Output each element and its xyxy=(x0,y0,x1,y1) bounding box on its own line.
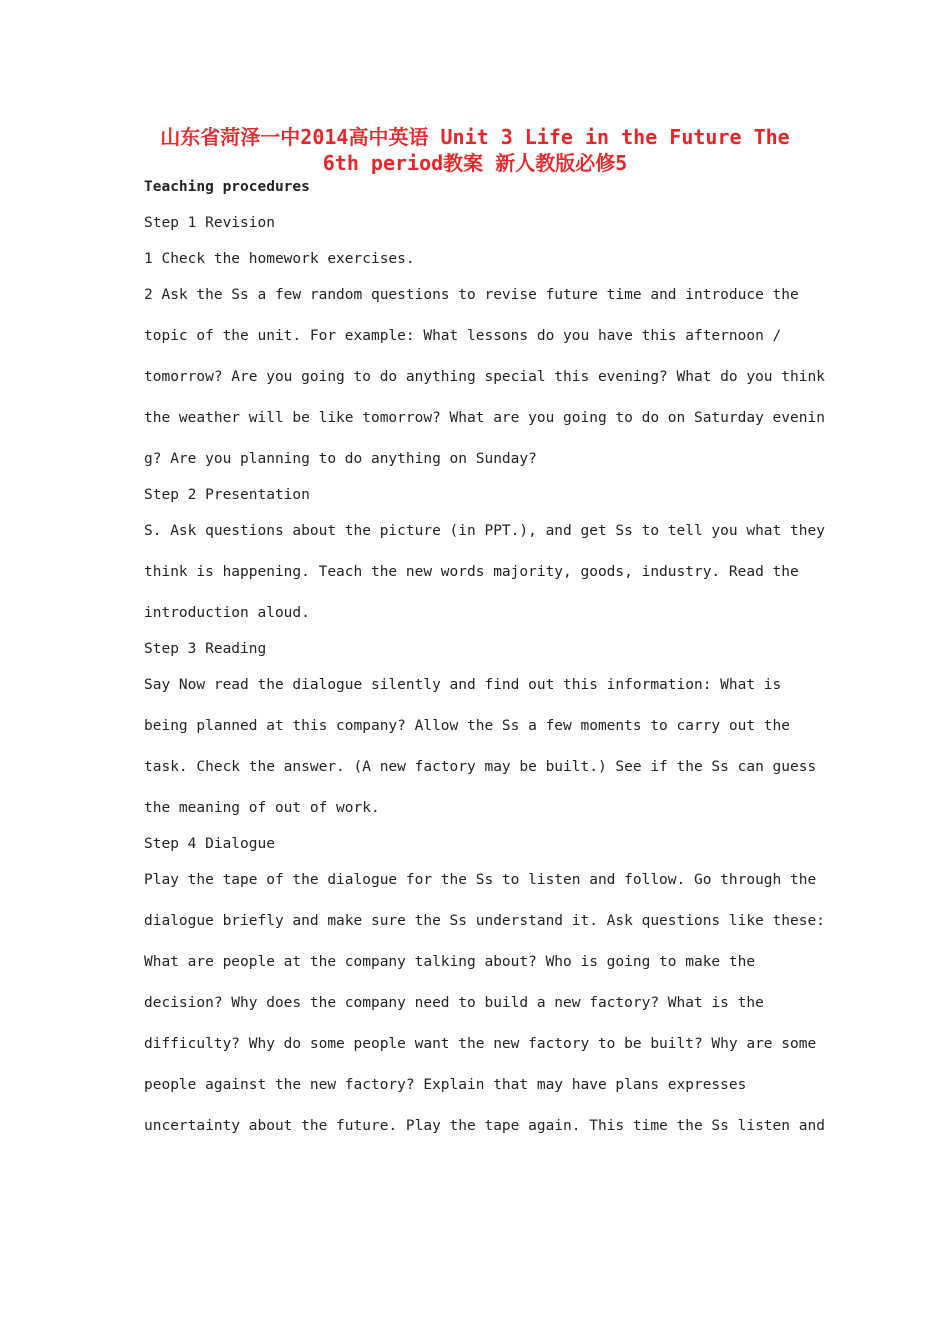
text-line: What are people at the company talking about? Who is going to make the xyxy=(144,954,756,970)
text-line: 2 Ask the Ss a few random questions to revise future time and introduce the xyxy=(144,287,799,303)
text-line: dialogue briefly and make sure the Ss understand it. Ask questions like these: xyxy=(144,913,825,929)
text-line: difficulty? Why do some people want the new factory to be built? Why are some xyxy=(144,1036,817,1052)
text-line: tomorrow? Are you going to do anything special this evening? What do you think xyxy=(144,369,825,385)
text-line: Step 1 Revision xyxy=(144,215,275,231)
text-line: the meaning of out of work. xyxy=(144,800,380,816)
text-line: decision? Why does the company need to build a new factory? What is the xyxy=(144,995,764,1011)
text-line: being planned at this company? Allow the Ss a few moments to carry out the xyxy=(144,718,791,734)
text-line: 1 Check the homework exercises. xyxy=(144,251,415,267)
text-line: task. Check the answer. (A new factory may be built.) See if the Ss can guess xyxy=(144,759,817,775)
document-title xyxy=(140,124,810,176)
section-heading: Teaching procedures xyxy=(144,179,310,195)
text-line: Say Now read the dialogue silently and find out this information: What is xyxy=(144,677,782,693)
text-line: introduction aloud. xyxy=(144,605,310,621)
title-line-2: 6th period教案 新人教版必修5 xyxy=(322,151,628,175)
title-line-1: 山东省菏泽一中2014高中英语 Unit 3 Life in the Future The xyxy=(160,125,790,149)
text-line: the weather will be like tomorrow? What are you going to do on Saturday evenin xyxy=(144,410,825,426)
text-line: Step 2 Presentation xyxy=(144,487,310,503)
text-line: S. Ask questions about the picture (in PPT.), and get Ss to tell you what they xyxy=(144,523,825,539)
text-line: Play the tape of the dialogue for the Ss to listen and follow. Go through the xyxy=(144,872,817,888)
text-line: Step 3 Reading xyxy=(144,641,267,657)
text-line: topic of the unit. For example: What lessons do you have this afternoon / xyxy=(144,328,782,344)
text-line: g? Are you planning to do anything on Sunday? xyxy=(144,451,537,467)
text-line: Step 4 Dialogue xyxy=(144,836,275,852)
text-line: uncertainty about the future. Play the tape again. This time the Ss listen and xyxy=(144,1118,825,1134)
text-line: think is happening. Teach the new words majority, goods, industry. Read the xyxy=(144,564,799,580)
text-line: people against the new factory? Explain that may have plans expresses xyxy=(144,1077,747,1093)
